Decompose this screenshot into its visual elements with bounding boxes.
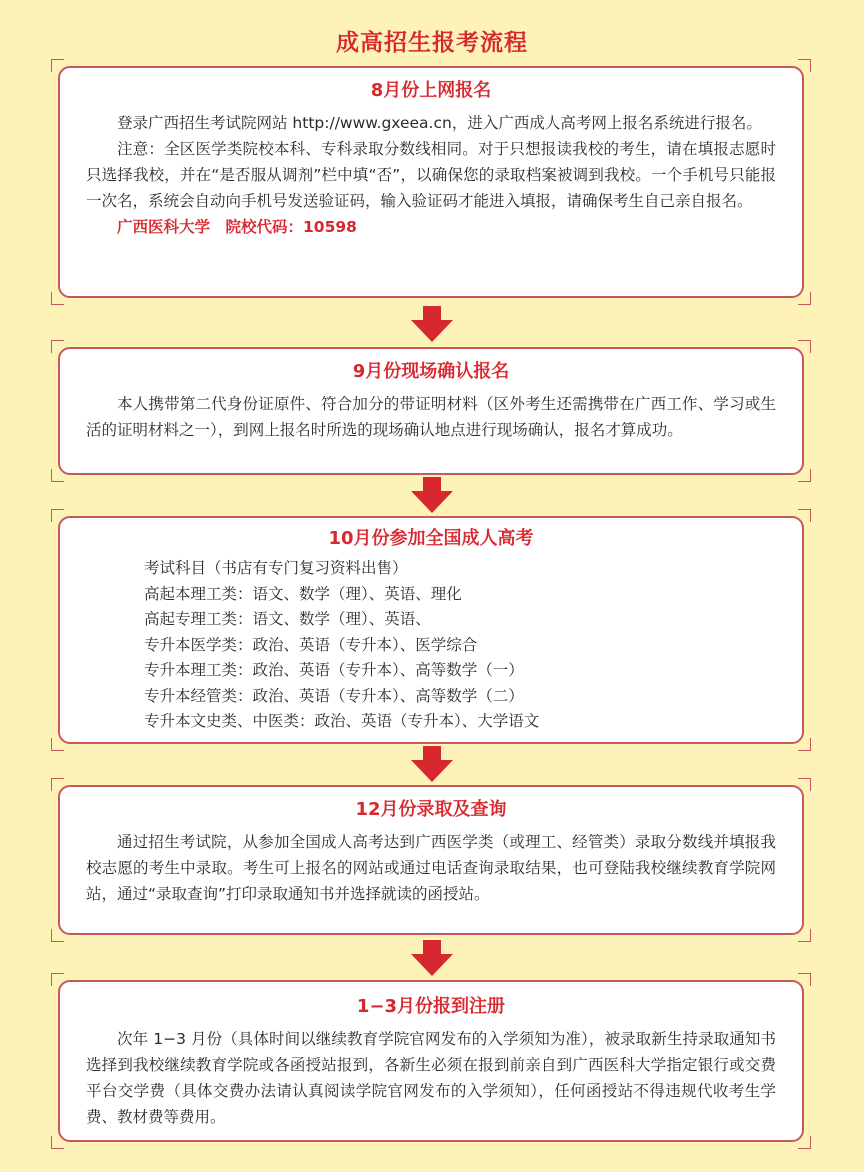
down-arrow-icon bbox=[411, 477, 453, 513]
down-arrow-icon bbox=[411, 940, 453, 976]
step-paragraph: 登录广西招生考试院网站 http://www.gxeea.cn，进入广西成人高考网上报名系统进行报名。 bbox=[117, 114, 762, 132]
school-code: 广西医科大学 院校代码：10598 bbox=[117, 218, 357, 236]
down-arrow-icon bbox=[411, 306, 453, 342]
step-heading: 10月份参加全国成人高考 bbox=[328, 528, 534, 549]
list-item: 专升本理工类：政治、英语（专升本）、高等数学（一） bbox=[144, 661, 524, 679]
list-item: 专升本经管类：政治、英语（专升本）、高等数学（二） bbox=[144, 686, 524, 705]
step-paragraph: 次年 1−3 月份（具体时间以继续教育学院官网发布的入学须知为准），被录取新生持录取通知书选择到我校继续教育学院或各函授站报到，各新生必须在报到前亲自到广西医科大学指定银行或交费平台交学费（具体交费办法请认真阅读学院官网发布的入学须知），任何函授站不得违规代收考生学费、教材费等费用。 bbox=[86, 1030, 776, 1126]
list-item: 高起本理工类：语文、数学（理）、英语、理化 bbox=[144, 584, 462, 603]
step-paragraph: 通过招生考试院，从参加全国成人高考达到广西医学类（或理工、经管类）录取分数线并填报我校志愿的考生中录取。考生可上报名的网站或通过电话查询录取结果，也可登陆我校继续教育学院网站，通过“录取查询”打印录取通知书并选择就读的函授站。 bbox=[86, 833, 776, 903]
step-heading: 9月份现场确认报名 bbox=[352, 361, 510, 382]
step-box-admission-query bbox=[58, 785, 804, 935]
step-box-registration bbox=[58, 980, 804, 1142]
step-box-national-exam bbox=[58, 516, 804, 744]
step-box-online-registration bbox=[58, 66, 804, 298]
step-paragraph: 注意：全区医学类院校本科、专科录取分数线相同。对于只想报读我校的考生，请在填报志愿时只选择我校，并在“是否服从调剂”栏中填“否”，以确保您的录取档案被调到我校。一个手机号只能报一次名，系统会自动向手机号发送验证码，输入验证码才能进入填报，请确保考生自己亲自报名。 bbox=[86, 140, 776, 210]
list-item: 高起专理工类：语文、数学（理）、英语、 bbox=[144, 610, 431, 628]
list-item: 考试科目（书店有专门复习资料出售） bbox=[144, 559, 408, 577]
step-heading: 12月份录取及查询 bbox=[355, 799, 507, 820]
list-item: 专升本医学类：政治、英语（专升本）、医学综合 bbox=[144, 635, 478, 654]
step-heading: 1−3月份报到注册 bbox=[356, 996, 506, 1017]
list-item: 专升本文史类、中医类：政治、英语（专升本）、大学语文 bbox=[144, 712, 540, 730]
exam-subject-list bbox=[86, 556, 776, 735]
step-heading: 8月份上网报名 bbox=[370, 80, 492, 101]
page-title: 成高招生报考流程 bbox=[336, 30, 528, 56]
down-arrow-icon bbox=[411, 746, 453, 782]
step-paragraph: 本人携带第二代身份证原件、符合加分的带证明材料（区外考生还需携带在广西工作、学习或生活的证明材料之一），到网上报名时所选的现场确认地点进行现场确认，报名才算成功。 bbox=[86, 395, 776, 439]
step-box-onsite-confirmation bbox=[58, 347, 804, 475]
